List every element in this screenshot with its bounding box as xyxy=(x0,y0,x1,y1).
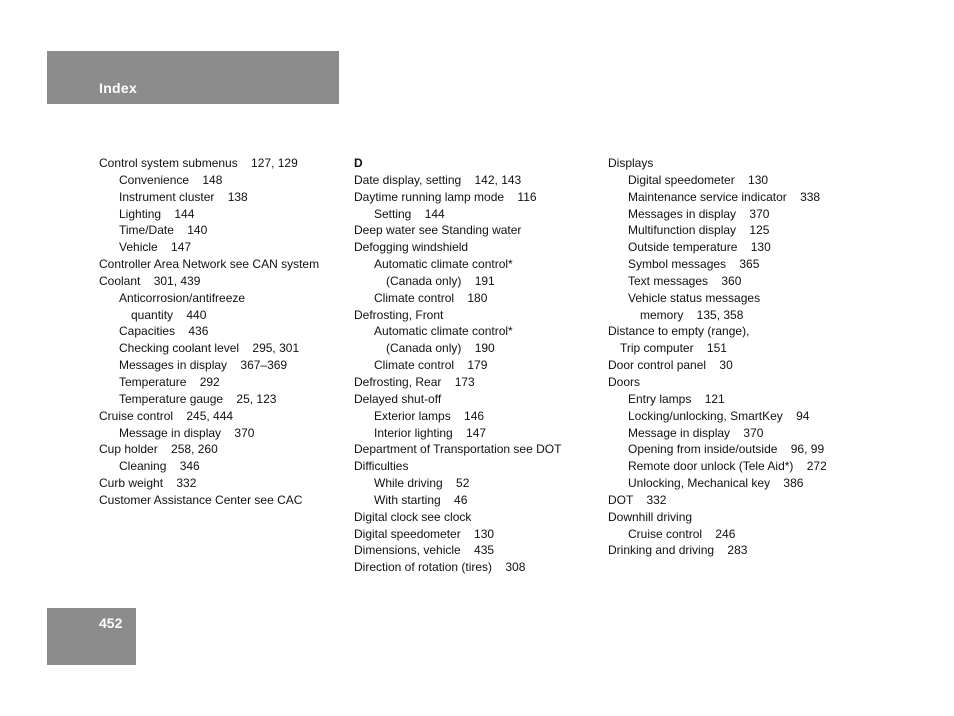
index-entry: Control system submenus 127, 129 xyxy=(99,156,298,170)
index-entry: memory 135, 358 xyxy=(640,307,744,322)
index-entry: Controller Area Network see CAN system xyxy=(99,257,320,272)
index-column-2 xyxy=(354,155,604,576)
index-entry: Climate control 180 xyxy=(374,290,488,305)
index-entry: While driving 52 xyxy=(374,476,470,491)
index-entry: Cup holder 258, 260 xyxy=(99,442,218,457)
index-entry: Remote door unlock (Tele Aid*) 272 xyxy=(628,459,827,474)
index-entry: Locking/unlocking, SmartKey 94 xyxy=(628,408,810,423)
index-entry: Defogging windshield xyxy=(354,240,469,255)
index-entry: Digital speedometer 130 xyxy=(354,526,495,541)
index-entry: Drinking and driving 283 xyxy=(608,543,748,558)
index-entry: Trip computer 151 xyxy=(620,341,727,356)
index-entry: Downhill driving xyxy=(608,509,693,524)
index-entry: Multifunction display 125 xyxy=(628,223,770,238)
index-entry: Dimensions, vehicle 435 xyxy=(354,543,495,558)
index-column-1 xyxy=(99,155,349,509)
index-entry: DOT 332 xyxy=(608,492,667,507)
index-entry: Checking coolant level 295, 301 xyxy=(119,341,300,356)
index-entry: Door control panel 30 xyxy=(608,358,733,373)
index-entry: Customer Assistance Center see CAC xyxy=(99,492,303,507)
index-entry: quantity 440 xyxy=(131,307,207,322)
index-entry: Daytime running lamp mode 116 xyxy=(354,189,537,204)
index-entry: Doors xyxy=(608,374,641,389)
index-entry: (Canada only) 190 xyxy=(386,341,495,356)
index-letter-heading: D xyxy=(354,156,363,170)
index-entry: Distance to empty (range), xyxy=(608,324,750,339)
index-entry: Symbol messages 365 xyxy=(628,257,760,272)
index-entry: Anticorrosion/antifreeze xyxy=(119,290,246,305)
page-number-tab xyxy=(47,608,136,665)
index-entry: Department of Transportation see DOT xyxy=(354,442,562,457)
index-entry: Capacities 436 xyxy=(119,324,209,339)
index-entry: Text messages 360 xyxy=(628,273,742,288)
index-entry: Vehicle status messages xyxy=(628,290,761,305)
index-entry: Defrosting, Rear 173 xyxy=(354,374,475,389)
index-entry: Digital clock see clock xyxy=(354,509,472,524)
index-entry: Temperature gauge 25, 123 xyxy=(119,391,277,406)
index-entry: Setting 144 xyxy=(374,206,445,221)
index-entry: Cruise control 246 xyxy=(628,526,736,541)
index-entry: Exterior lamps 146 xyxy=(374,408,485,423)
index-entry: Cleaning 346 xyxy=(119,459,200,474)
section-title: Index xyxy=(99,80,138,96)
index-entry: Outside temperature 130 xyxy=(628,240,771,255)
index-entry: Temperature 292 xyxy=(119,374,220,389)
index-entry: Interior lighting 147 xyxy=(374,425,487,440)
page-number: 452 xyxy=(99,615,123,631)
index-entry: Convenience 148 xyxy=(119,172,223,187)
index-entry: Message in display 370 xyxy=(119,425,255,440)
index-entry: Direction of rotation (tires) 308 xyxy=(354,560,526,575)
index-entry: Message in display 370 xyxy=(628,425,764,440)
index-column-3 xyxy=(608,155,868,559)
index-entry: Coolant 301, 439 xyxy=(99,273,201,288)
index-entry: Curb weight 332 xyxy=(99,476,197,491)
index-entry: Entry lamps 121 xyxy=(628,391,725,406)
index-entry: Automatic climate control* xyxy=(374,257,513,272)
index-entry: Vehicle 147 xyxy=(119,240,192,255)
index-entry: Deep water see Standing water xyxy=(354,223,522,238)
header-tab xyxy=(47,51,339,104)
index-entry: (Canada only) 191 xyxy=(386,273,495,288)
index-entry: Maintenance service indicator 338 xyxy=(628,189,821,204)
index-entry: Cruise control 245, 444 xyxy=(99,408,234,423)
index-entry: Difficulties xyxy=(354,459,409,474)
index-entry: Climate control 179 xyxy=(374,358,488,373)
index-entry: With starting 46 xyxy=(374,492,468,507)
index-entry: Defrosting, Front xyxy=(354,307,444,322)
index-entry: Unlocking, Mechanical key 386 xyxy=(628,476,804,491)
index-entry: Digital speedometer 130 xyxy=(628,172,769,187)
index-entry: Date display, setting 142, 143 xyxy=(354,172,522,187)
index-entry: Automatic climate control* xyxy=(374,324,513,339)
index-entry: Delayed shut-off xyxy=(354,391,442,406)
index-entry: Time/Date 140 xyxy=(119,223,208,238)
index-entry: Messages in display 367–369 xyxy=(119,358,288,373)
index-entry: Instrument cluster 138 xyxy=(119,189,248,204)
index-entry: Opening from inside/outside 96, 99 xyxy=(628,442,825,457)
index-entry: Displays xyxy=(608,156,654,170)
index-entry: Lighting 144 xyxy=(119,206,195,221)
index-entry: Messages in display 370 xyxy=(628,206,770,221)
